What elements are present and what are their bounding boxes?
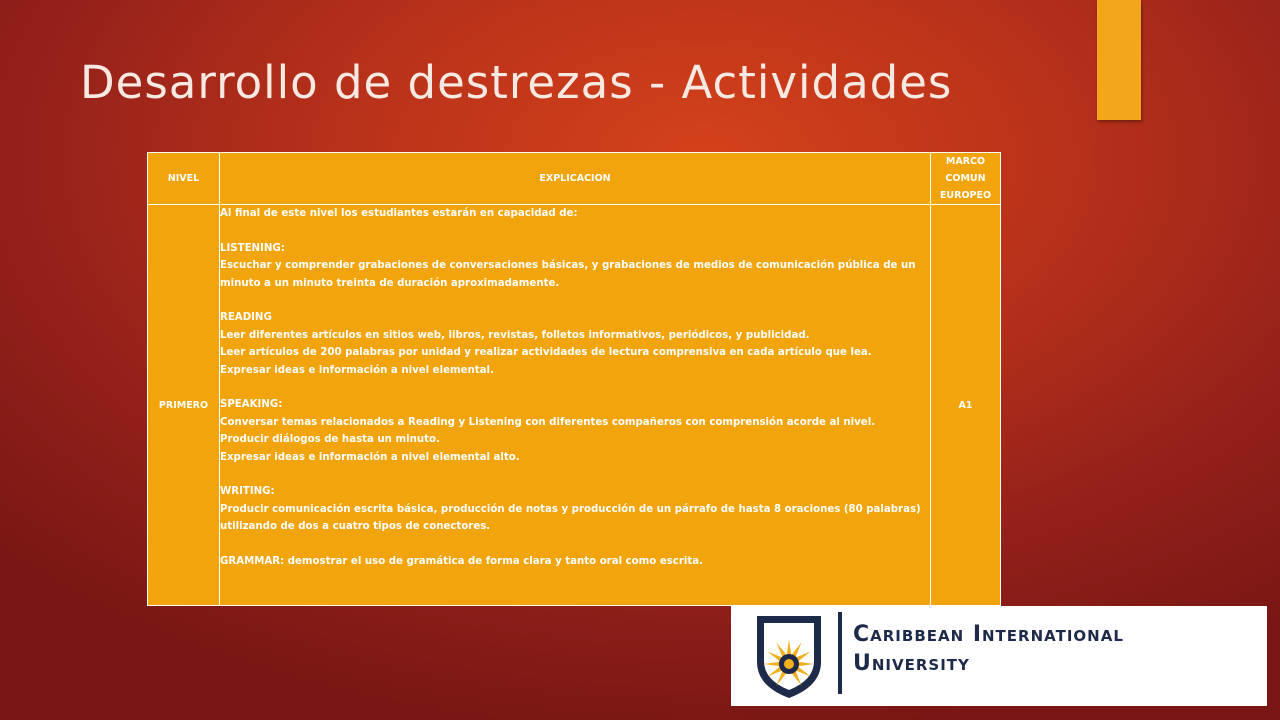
slide-title: Desarrollo de destrezas - Actividades	[80, 56, 953, 109]
writing-heading: WRITING:	[220, 486, 275, 498]
header-marco-comun-europeo: MARCO COMUN EUROPEO	[931, 153, 1001, 205]
logo-line-1: Caribbean International	[853, 622, 1124, 647]
cell-explicacion	[220, 205, 931, 606]
speaking-heading: SPEAKING:	[220, 399, 283, 411]
table-header-row	[148, 153, 1001, 205]
accent-bar	[1097, 0, 1141, 120]
shield-sun-icon	[753, 612, 825, 700]
header-nivel: NIVEL	[148, 153, 220, 205]
speaking-text-3: Expresar ideas e información a nivel elemental alto.	[220, 451, 520, 463]
reading-text-3: Expresar ideas e información a nivel elemental.	[220, 364, 494, 376]
logo-divider	[838, 612, 842, 694]
reading-text-2: Leer artículos de 200 palabras por unidad y realizar actividades de lectura comprensiva en cada artículo que lea.	[220, 347, 872, 359]
speaking-text-1: Conversar temas relacionados a Reading y Listening con diferentes compañeros con comprensión acorde al nivel.	[220, 416, 876, 428]
university-logo	[731, 606, 1267, 706]
writing-text: Producir comunicación escrita básica, producción de notas y producción de un párrafo de hasta 8 oraciones (80 palabras) utilizando de dos a cuatro tipos de conectores.	[220, 503, 921, 533]
grammar-text: GRAMMAR: demostrar el uso de gramática de forma clara y tanto oral como escrita.	[220, 556, 703, 568]
logo-line-2: University	[853, 651, 970, 676]
intro-text: Al final de este nivel los estudiantes estarán en capacidad de:	[220, 208, 578, 219]
reading-heading: READING	[220, 312, 272, 324]
speaking-text-2: Producir diálogos de hasta un minuto.	[220, 434, 440, 446]
table-row	[148, 205, 1001, 606]
cell-marco: A1	[931, 205, 1001, 606]
activities-table	[147, 152, 1001, 606]
logo-wordmark	[853, 620, 1124, 678]
listening-text: Escuchar y comprender grabaciones de conversaciones básicas, y grabaciones de medios de comunicación pública de un minuto a un minuto treinta de duración aproximadamente.	[220, 260, 916, 289]
cell-nivel: PRIMERO	[148, 205, 220, 606]
header-explicacion: EXPLICACION	[220, 153, 931, 205]
listening-heading: LISTENING:	[220, 242, 285, 254]
reading-text-1: Leer diferentes artículos en sitios web, libros, revistas, folletos informativos, periódicos, y publicidad.	[220, 329, 810, 341]
